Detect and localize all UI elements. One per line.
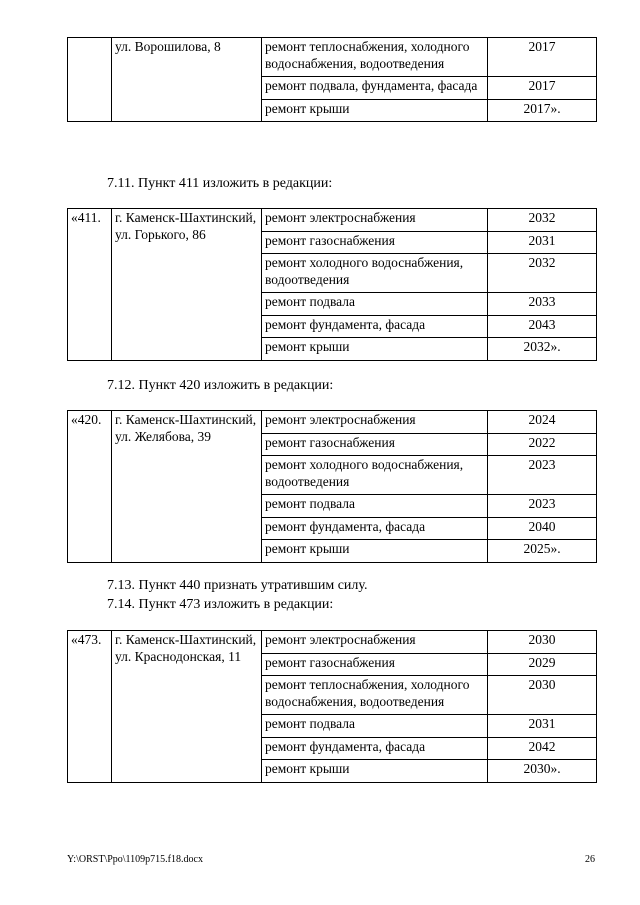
year-cell: 2017 — [488, 77, 597, 100]
address-cell: г. Каменск-Шахтинский, ул. Горького, 86 — [112, 209, 262, 361]
address-cell: ул. Ворошилова, 8 — [112, 38, 262, 122]
year-cell: 2032». — [488, 338, 597, 361]
footer-page-number: 26 — [585, 854, 595, 865]
work-cell: ремонт холодного водоснабжения, водоотведения — [262, 254, 488, 293]
year-cell: 2023 — [488, 495, 597, 518]
work-cell: ремонт холодного водоснабжения, водоотведения — [262, 456, 488, 495]
paragraph-7-12: 7.12. Пункт 420 изложить в редакции: — [107, 378, 334, 393]
year-cell: 2017». — [488, 99, 597, 122]
year-cell: 2043 — [488, 315, 597, 338]
year-cell: 2033 — [488, 293, 597, 316]
work-cell: ремонт фундамента, фасада — [262, 517, 488, 540]
table-item-420 — [67, 410, 597, 563]
year-cell: 2029 — [488, 653, 597, 676]
work-cell: ремонт подвала, фундамента, фасада — [262, 77, 488, 100]
work-cell: ремонт крыши — [262, 338, 488, 361]
item-number-cell: «420. — [68, 411, 112, 563]
work-cell: ремонт газоснабжения — [262, 653, 488, 676]
table-item-473 — [67, 630, 597, 783]
work-cell: ремонт подвала — [262, 293, 488, 316]
work-cell: ремонт крыши — [262, 99, 488, 122]
year-cell: 2031 — [488, 715, 597, 738]
work-cell: ремонт электроснабжения — [262, 411, 488, 434]
item-number-cell: «411. — [68, 209, 112, 361]
year-cell: 2017 — [488, 38, 597, 77]
year-cell: 2030». — [488, 760, 597, 783]
year-cell: 2042 — [488, 737, 597, 760]
work-cell: ремонт подвала — [262, 495, 488, 518]
year-cell: 2032 — [488, 209, 597, 232]
work-cell: ремонт электроснабжения — [262, 209, 488, 232]
work-cell: ремонт газоснабжения — [262, 433, 488, 456]
year-cell: 2025». — [488, 540, 597, 563]
table-row — [68, 38, 597, 77]
year-cell: 2030 — [488, 631, 597, 654]
year-cell: 2032 — [488, 254, 597, 293]
item-number-cell — [68, 38, 112, 122]
work-cell: ремонт газоснабжения — [262, 231, 488, 254]
year-cell: 2023 — [488, 456, 597, 495]
work-cell: ремонт крыши — [262, 760, 488, 783]
table-row — [68, 411, 597, 434]
year-cell: 2030 — [488, 676, 597, 715]
year-cell: 2024 — [488, 411, 597, 434]
year-cell: 2022 — [488, 433, 597, 456]
work-cell: ремонт фундамента, фасада — [262, 315, 488, 338]
work-cell: ремонт теплоснабжения, холодного водоснабжения, водоотведения — [262, 676, 488, 715]
table-row — [68, 631, 597, 654]
work-cell: ремонт теплоснабжения, холодного водоснабжения, водоотведения — [262, 38, 488, 77]
work-cell: ремонт подвала — [262, 715, 488, 738]
table-item-411 — [67, 208, 597, 361]
work-cell: ремонт электроснабжения — [262, 631, 488, 654]
work-cell: ремонт крыши — [262, 540, 488, 563]
year-cell: 2031 — [488, 231, 597, 254]
work-cell: ремонт фундамента, фасада — [262, 737, 488, 760]
paragraph-7-14: 7.14. Пункт 473 изложить в редакции: — [107, 597, 334, 612]
address-cell: г. Каменск-Шахтинский, ул. Желябова, 39 — [112, 411, 262, 563]
address-cell: г. Каменск-Шахтинский, ул. Краснодонская, 11 — [112, 631, 262, 783]
table-item-continuation — [67, 37, 597, 122]
year-cell: 2040 — [488, 517, 597, 540]
paragraph-7-13: 7.13. Пункт 440 признать утратившим силу. — [107, 578, 368, 593]
table-row — [68, 209, 597, 232]
paragraph-7-11: 7.11. Пункт 411 изложить в редакции: — [107, 176, 333, 191]
item-number-cell: «473. — [68, 631, 112, 783]
footer-file-path: Y:\ORST\Ppo\1109p715.f18.docx — [67, 854, 203, 865]
